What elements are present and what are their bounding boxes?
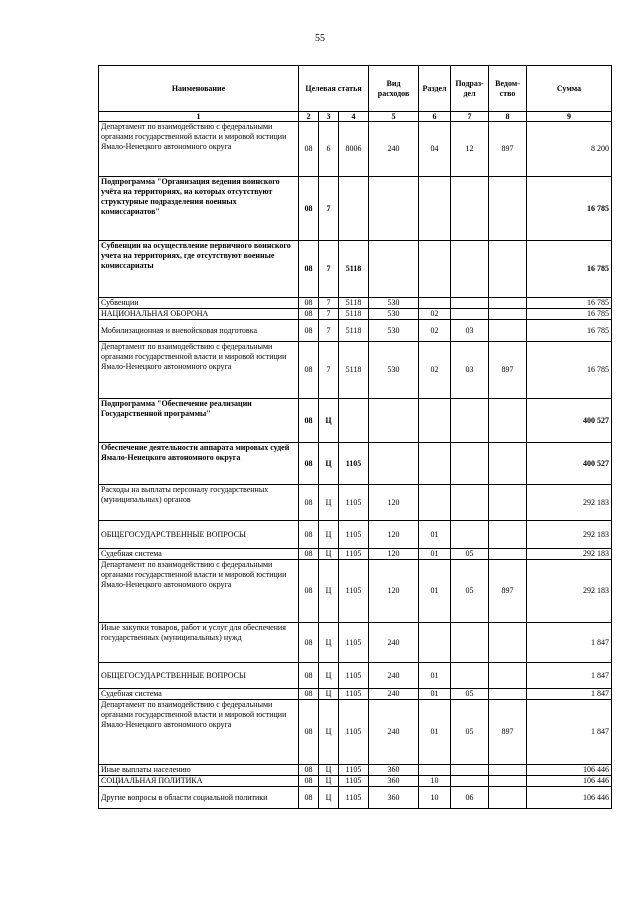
header-name: Наименование	[99, 66, 299, 112]
header-department: Ведом-ство	[489, 66, 527, 112]
target-code-a: 08	[299, 623, 319, 663]
row-name: ОБЩЕГОСУДАРСТВЕННЫЕ ВОПРОСЫ	[99, 663, 299, 689]
row-sum: 8 200	[527, 122, 612, 177]
expense-type: 120	[369, 560, 419, 623]
row-sum: 106 446	[527, 765, 612, 776]
row-name: ОБЩЕГОСУДАРСТВЕННЫЕ ВОПРОСЫ	[99, 521, 299, 549]
target-code-c: 1105	[339, 549, 369, 560]
target-code-b: Ц	[319, 443, 339, 485]
expense-type	[369, 177, 419, 241]
row-name: Департамент по взаимодействию с федеральными органами государственной власти и мировой юстиции Ямало-Ненецкого автономного округа	[99, 342, 299, 399]
row-name: Мобилизационная и вневойсковая подготовка	[99, 320, 299, 342]
target-code-c: 8006	[339, 122, 369, 177]
subsection: 03	[451, 342, 489, 399]
target-code-c: 1105	[339, 700, 369, 765]
target-code-b: Ц	[319, 787, 339, 809]
target-code-a: 08	[299, 399, 319, 443]
row-sum: 1 847	[527, 663, 612, 689]
row-sum: 16 785	[527, 342, 612, 399]
target-code-a: 08	[299, 663, 319, 689]
row-name: Подпрограмма "Обеспечение реализации Государственной программы"	[99, 399, 299, 443]
department-code	[489, 689, 527, 700]
subsection	[451, 765, 489, 776]
table-row	[99, 700, 612, 765]
target-code-a: 08	[299, 485, 319, 521]
expense-type: 240	[369, 689, 419, 700]
subsection	[451, 623, 489, 663]
header-sum: Сумма	[527, 66, 612, 112]
section	[419, 443, 451, 485]
row-sum: 400 527	[527, 399, 612, 443]
row-sum: 106 446	[527, 787, 612, 809]
column-number-row	[99, 112, 612, 122]
row-sum: 16 785	[527, 241, 612, 298]
row-name: НАЦИОНАЛЬНАЯ ОБОРОНА	[99, 309, 299, 320]
table-row	[99, 623, 612, 663]
subsection: 03	[451, 320, 489, 342]
subsection	[451, 443, 489, 485]
target-code-c: 1105	[339, 765, 369, 776]
section: 10	[419, 787, 451, 809]
row-sum: 106 446	[527, 776, 612, 787]
section: 01	[419, 549, 451, 560]
section: 02	[419, 320, 451, 342]
table-row	[99, 787, 612, 809]
row-name: Расходы на выплаты персоналу государственных (муниципальных) органов	[99, 485, 299, 521]
target-code-a: 08	[299, 309, 319, 320]
table-row	[99, 765, 612, 776]
department-code: 897	[489, 342, 527, 399]
target-code-b: 7	[319, 241, 339, 298]
target-code-b: Ц	[319, 560, 339, 623]
target-code-c: 1105	[339, 776, 369, 787]
target-code-b: Ц	[319, 700, 339, 765]
header-section: Раздел	[419, 66, 451, 112]
row-name: Департамент по взаимодействию с федеральными органами государственной власти и мировой юстиции Ямало-Ненецкого автономного округа	[99, 700, 299, 765]
row-name: Другие вопросы в области социальной политики	[99, 787, 299, 809]
subsection	[451, 298, 489, 309]
subsection: 06	[451, 787, 489, 809]
column-number: 2	[299, 112, 319, 122]
target-code-c: 1105	[339, 663, 369, 689]
row-name: Обеспечение деятельности аппарата мировых судей Ямало-Ненецкого автономного округа	[99, 443, 299, 485]
section	[419, 623, 451, 663]
target-code-b: 7	[319, 177, 339, 241]
subsection	[451, 241, 489, 298]
target-code-b: Ц	[319, 765, 339, 776]
department-code	[489, 663, 527, 689]
expense-type: 530	[369, 309, 419, 320]
department-code	[489, 549, 527, 560]
department-code	[489, 776, 527, 787]
table-row	[99, 241, 612, 298]
expense-type: 240	[369, 122, 419, 177]
target-code-a: 08	[299, 342, 319, 399]
expense-type: 360	[369, 776, 419, 787]
expense-type: 530	[369, 298, 419, 309]
target-code-b: Ц	[319, 485, 339, 521]
section: 01	[419, 700, 451, 765]
expense-type: 120	[369, 521, 419, 549]
target-code-b: Ц	[319, 623, 339, 663]
row-sum: 16 785	[527, 177, 612, 241]
target-code-c: 1105	[339, 787, 369, 809]
department-code	[489, 298, 527, 309]
subsection	[451, 399, 489, 443]
subsection: 12	[451, 122, 489, 177]
target-code-c: 1105	[339, 560, 369, 623]
subsection	[451, 485, 489, 521]
target-code-b: 7	[319, 298, 339, 309]
column-number: 4	[339, 112, 369, 122]
section: 02	[419, 342, 451, 399]
target-code-a: 08	[299, 560, 319, 623]
section	[419, 241, 451, 298]
row-sum: 292 183	[527, 485, 612, 521]
department-code	[489, 623, 527, 663]
target-code-c	[339, 177, 369, 241]
target-code-b: Ц	[319, 399, 339, 443]
target-code-a: 08	[299, 241, 319, 298]
section: 10	[419, 776, 451, 787]
expense-type: 530	[369, 320, 419, 342]
row-sum: 292 183	[527, 521, 612, 549]
expense-type: 120	[369, 485, 419, 521]
section: 02	[419, 309, 451, 320]
target-code-a: 08	[299, 765, 319, 776]
department-code	[489, 320, 527, 342]
section	[419, 298, 451, 309]
target-code-b: Ц	[319, 776, 339, 787]
table-row	[99, 560, 612, 623]
table-row	[99, 122, 612, 177]
row-sum: 16 785	[527, 309, 612, 320]
table-row	[99, 399, 612, 443]
target-code-b: 7	[319, 320, 339, 342]
subsection	[451, 776, 489, 787]
subsection	[451, 177, 489, 241]
department-code: 897	[489, 122, 527, 177]
header-expense-type: Вид расходов	[369, 66, 419, 112]
table-row	[99, 549, 612, 560]
row-name: Иные закупки товаров, работ и услуг для обеспечения государственных (муниципальных) нужд	[99, 623, 299, 663]
target-code-b: 7	[319, 309, 339, 320]
section: 01	[419, 689, 451, 700]
department-code	[489, 241, 527, 298]
expense-type: 120	[369, 549, 419, 560]
subsection: 05	[451, 549, 489, 560]
section	[419, 765, 451, 776]
target-code-c: 1105	[339, 689, 369, 700]
row-name: СОЦИАЛЬНАЯ ПОЛИТИКА	[99, 776, 299, 787]
table-row	[99, 298, 612, 309]
expense-type: 240	[369, 700, 419, 765]
row-sum: 1 847	[527, 689, 612, 700]
subsection: 05	[451, 560, 489, 623]
target-code-c: 1105	[339, 521, 369, 549]
row-name: Подпрограмма "Организация ведения воинского учёта на территориях, на которых отсутствуют структурные подразделения военных комиссариатов"	[99, 177, 299, 241]
expense-type: 240	[369, 663, 419, 689]
target-code-c: 5118	[339, 241, 369, 298]
subsection: 05	[451, 689, 489, 700]
budget-table	[98, 65, 612, 809]
column-number: 3	[319, 112, 339, 122]
target-code-a: 08	[299, 700, 319, 765]
department-code	[489, 787, 527, 809]
column-number: 5	[369, 112, 419, 122]
column-number: 1	[99, 112, 299, 122]
target-code-a: 08	[299, 298, 319, 309]
row-name: Иные выплаты населению	[99, 765, 299, 776]
row-sum: 292 183	[527, 549, 612, 560]
target-code-c: 5118	[339, 309, 369, 320]
subsection	[451, 309, 489, 320]
table-row	[99, 342, 612, 399]
row-sum: 292 183	[527, 560, 612, 623]
section	[419, 399, 451, 443]
section: 01	[419, 560, 451, 623]
target-code-c: 1105	[339, 623, 369, 663]
row-sum: 1 847	[527, 623, 612, 663]
target-code-a: 08	[299, 549, 319, 560]
target-code-b: 6	[319, 122, 339, 177]
table-row	[99, 443, 612, 485]
target-code-c: 1105	[339, 485, 369, 521]
expense-type: 240	[369, 623, 419, 663]
target-code-a: 08	[299, 177, 319, 241]
table-row	[99, 776, 612, 787]
row-name: Судебная система	[99, 689, 299, 700]
department-code	[489, 765, 527, 776]
row-name: Департамент по взаимодействию с федеральными органами государственной власти и мировой юстиции Ямало-Ненецкого автономного округа	[99, 122, 299, 177]
target-code-c	[339, 399, 369, 443]
subsection	[451, 521, 489, 549]
department-code: 897	[489, 700, 527, 765]
page-number: 55	[315, 33, 325, 44]
row-name: Субвенции на осуществление первичного воинского учета на территориях, где отсутствуют военные комиссариаты	[99, 241, 299, 298]
target-code-b: Ц	[319, 549, 339, 560]
target-code-a: 08	[299, 689, 319, 700]
header-row	[99, 66, 612, 112]
target-code-b: Ц	[319, 663, 339, 689]
target-code-a: 08	[299, 521, 319, 549]
department-code	[489, 485, 527, 521]
expense-type: 530	[369, 342, 419, 399]
section: 01	[419, 663, 451, 689]
target-code-a: 08	[299, 320, 319, 342]
table-row	[99, 485, 612, 521]
header-subsection: Подраз-дел	[451, 66, 489, 112]
section	[419, 177, 451, 241]
row-name: Субвенции	[99, 298, 299, 309]
header-target: Целевая статья	[299, 66, 369, 112]
table-row	[99, 309, 612, 320]
section: 01	[419, 521, 451, 549]
expense-type	[369, 443, 419, 485]
expense-type: 360	[369, 787, 419, 809]
column-number: 9	[527, 112, 612, 122]
column-number: 8	[489, 112, 527, 122]
target-code-b: Ц	[319, 689, 339, 700]
table-row	[99, 521, 612, 549]
section: 04	[419, 122, 451, 177]
row-sum: 1 847	[527, 700, 612, 765]
target-code-a: 08	[299, 787, 319, 809]
subsection	[451, 663, 489, 689]
table-row	[99, 663, 612, 689]
row-sum: 16 785	[527, 298, 612, 309]
expense-type	[369, 399, 419, 443]
target-code-a: 08	[299, 776, 319, 787]
row-sum: 400 527	[527, 443, 612, 485]
department-code	[489, 309, 527, 320]
target-code-c: 1105	[339, 443, 369, 485]
target-code-c: 5118	[339, 320, 369, 342]
department-code: 897	[489, 560, 527, 623]
expense-type: 360	[369, 765, 419, 776]
expense-type	[369, 241, 419, 298]
target-code-c: 5118	[339, 298, 369, 309]
target-code-a: 08	[299, 443, 319, 485]
department-code	[489, 399, 527, 443]
target-code-c: 5118	[339, 342, 369, 399]
department-code	[489, 521, 527, 549]
table-row	[99, 689, 612, 700]
row-name: Судебная система	[99, 549, 299, 560]
department-code	[489, 177, 527, 241]
target-code-b: 7	[319, 342, 339, 399]
table-row	[99, 177, 612, 241]
row-name: Департамент по взаимодействию с федеральными органами государственной власти и мировой юстиции Ямало-Ненецкого автономного округа	[99, 560, 299, 623]
column-number: 6	[419, 112, 451, 122]
target-code-a: 08	[299, 122, 319, 177]
row-sum: 16 785	[527, 320, 612, 342]
column-number: 7	[451, 112, 489, 122]
department-code	[489, 443, 527, 485]
target-code-b: Ц	[319, 521, 339, 549]
subsection: 05	[451, 700, 489, 765]
section	[419, 485, 451, 521]
table-row	[99, 320, 612, 342]
